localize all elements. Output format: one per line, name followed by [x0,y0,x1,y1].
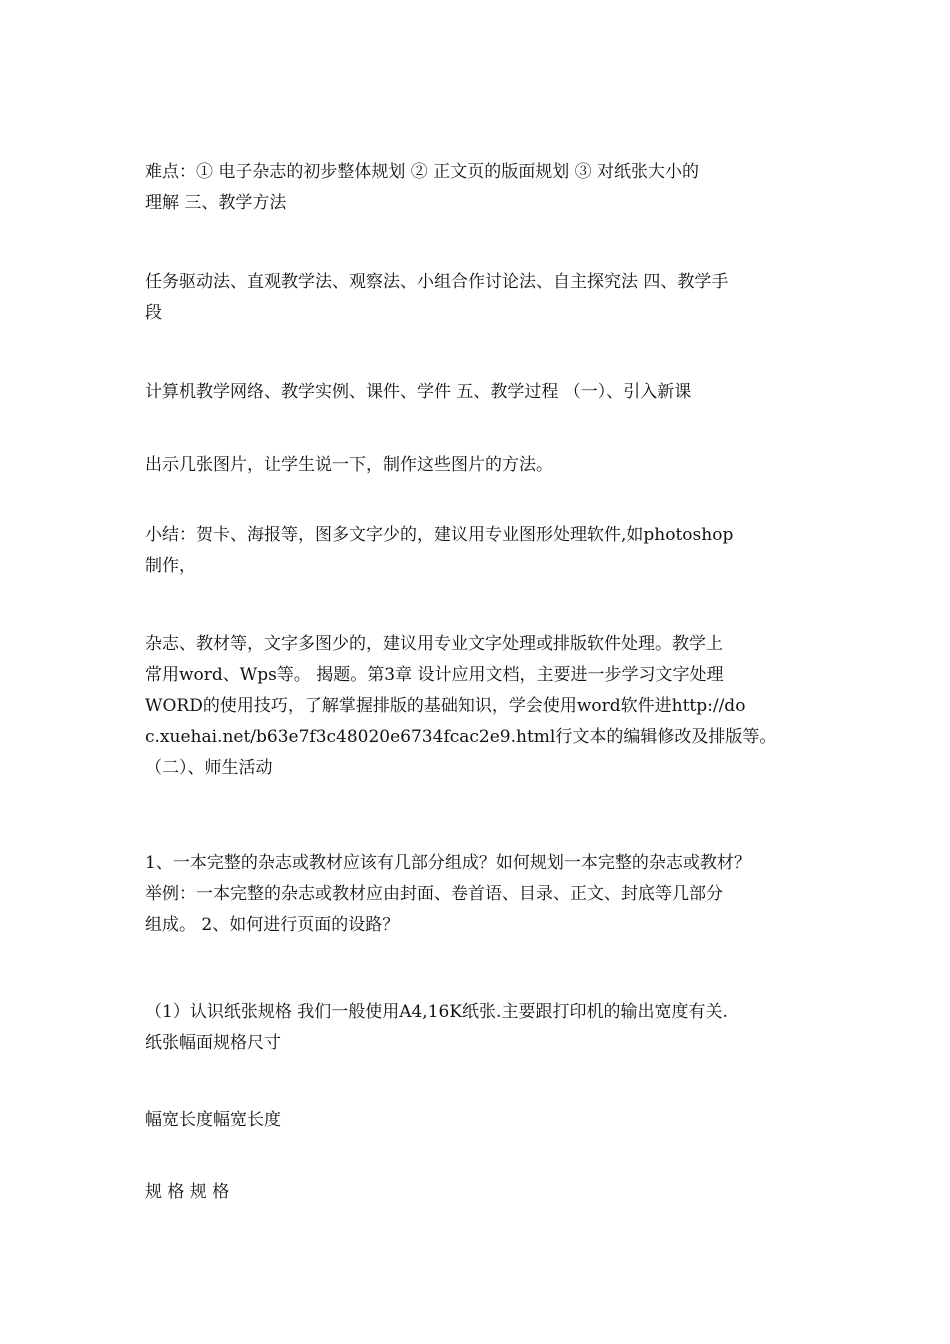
text-line: 规 格 规 格 [145,1182,230,1202]
text-line: 理解 三、教学方法 [145,193,287,213]
paragraph-activities [145,848,825,941]
text-line: 出示几张图片，让学生说一下，制作这些图片的方法。 [145,455,553,475]
text-line: 常用word、Wps等。 揭题。第3章 设计应用文档，主要进一步学习文字处理 [145,665,724,685]
paragraph-width-length [145,1105,825,1136]
text-line: 举例：一本完整的杂志或教材应由封面、卷首语、目录、正文、封底等几部分 [145,884,723,904]
paragraph-summary [145,520,825,582]
text-line: （二）、师生活动 [145,758,273,778]
text-line: 计算机教学网络、教学实例、课件、学件 五、教学过程 （一）、引入新课 [145,382,692,402]
text-line: 段 [145,303,162,323]
text-line: 1、一本完整的杂志或教材应该有几部分组成？如何规划一本完整的杂志或教材？ [145,853,751,873]
paragraph-paper-sizes [145,997,825,1059]
text-line: （1）认识纸张规格 我们一般使用A4,16K纸张.主要跟打印机的输出宽度有关. [145,1002,728,1022]
text-line: 任务驱动法、直观教学法、观察法、小组合作讨论法、自主探究法 四、教学手 [145,272,729,292]
text-line: 组成。 2、如何进行页面的设路？ [145,915,400,935]
paragraph-spec [145,1177,825,1208]
text-line: 制作， [145,556,196,576]
paragraph-difficulties [145,157,825,219]
text-line: 难点：① 电子杂志的初步整体规划 ② 正文页的版面规划 ③ 对纸张大小的 [145,162,700,182]
paragraph-methods [145,267,825,329]
paragraph-means [145,377,825,408]
text-line: WORD的使用技巧，了解掌握排版的基础知识，学会使用word软件进http://do [145,696,746,716]
paragraph-magazines [145,629,825,784]
text-line: 小结：贺卡、海报等，图多文字少的，建议用专业图形处理软件,如photoshop [145,525,734,545]
text-line: 杂志、教材等，文字多图少的，建议用专业文字处理或排版软件处理。教学上 [145,634,723,654]
text-line: 幅宽长度幅宽长度 [145,1110,281,1130]
paragraph-intro [145,450,825,481]
text-line: c.xuehai.net/b63e7f3c48020e6734fcac2e9.html行文本的编辑修改及排版等。 [145,727,777,747]
text-line: 纸张幅面规格尺寸 [145,1033,281,1053]
